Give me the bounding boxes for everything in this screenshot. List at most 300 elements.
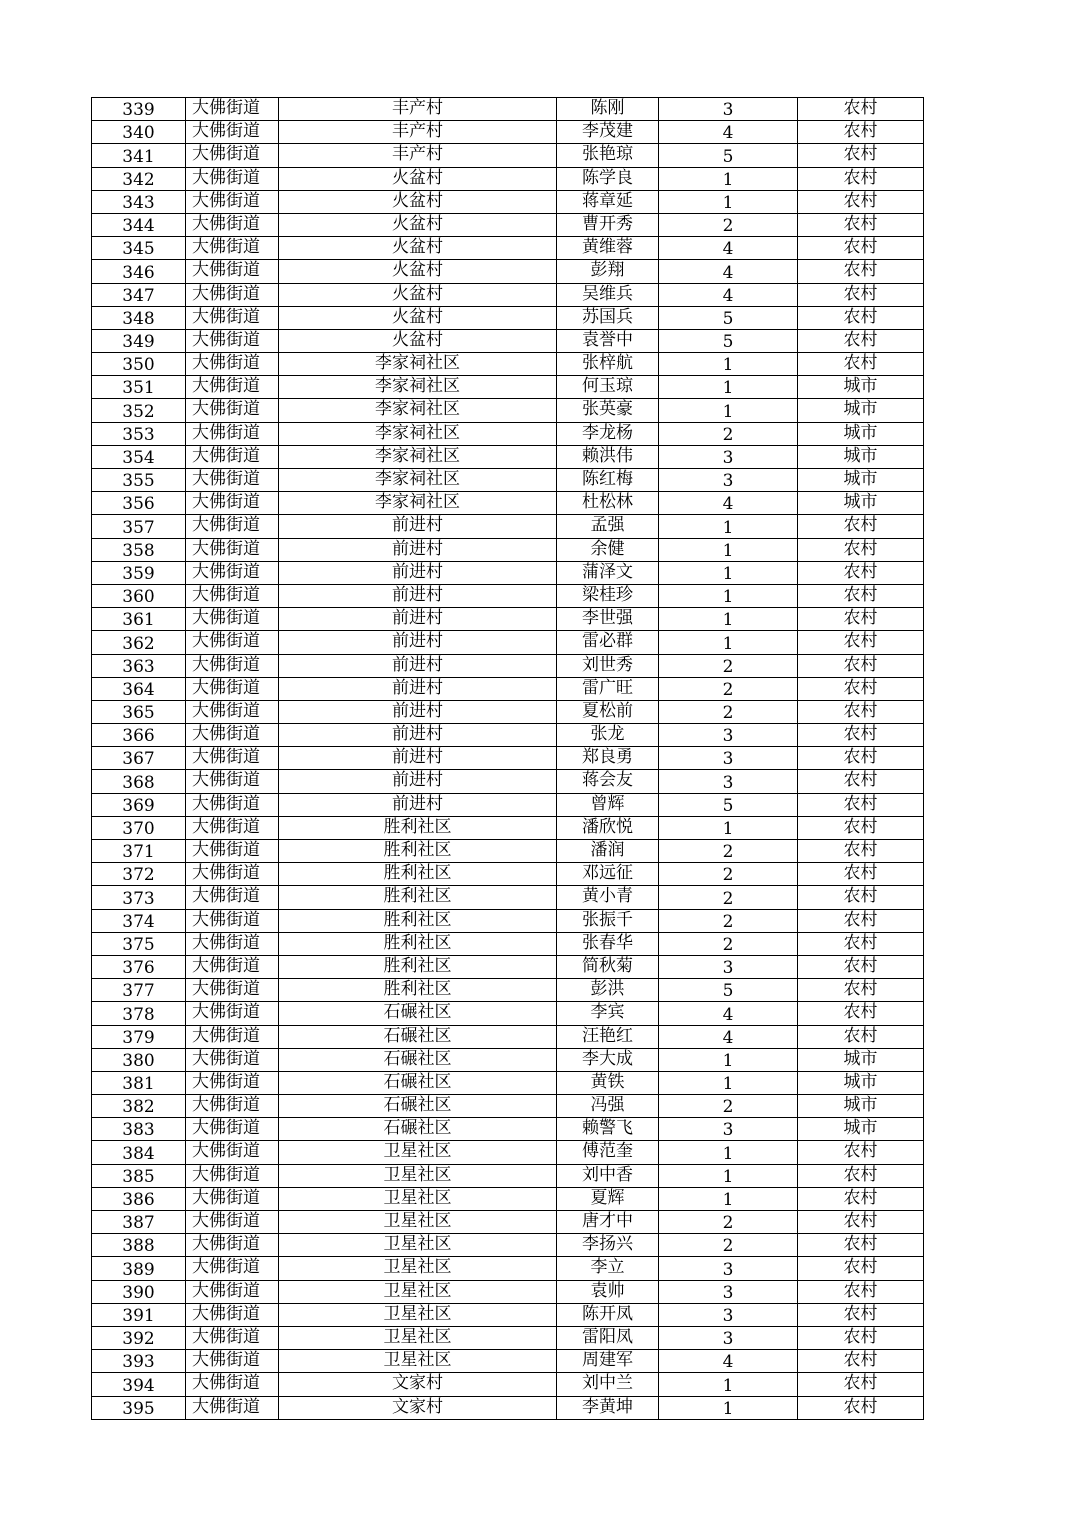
village-cell: 卫星社区	[279, 1350, 557, 1373]
village-cell: 卫星社区	[279, 1164, 557, 1187]
person-name-cell: 刘世秀	[557, 654, 659, 677]
table-row	[92, 469, 924, 492]
street-cell: 大佛街道	[186, 863, 279, 886]
area-type-cell: 农村	[798, 1025, 924, 1048]
person-name-cell: 陈开凤	[557, 1303, 659, 1326]
count-cell: 2	[659, 422, 798, 445]
person-name-cell: 袁帅	[557, 1280, 659, 1303]
table-row	[92, 1025, 924, 1048]
row-number-cell: 357	[92, 515, 186, 538]
table-row	[92, 1373, 924, 1396]
count-cell: 1	[659, 561, 798, 584]
count-cell: 1	[659, 584, 798, 607]
count-cell: 2	[659, 1234, 798, 1257]
row-number-cell: 379	[92, 1025, 186, 1048]
count-cell: 1	[659, 631, 798, 654]
row-number-cell: 363	[92, 654, 186, 677]
village-cell: 卫星社区	[279, 1303, 557, 1326]
row-number-cell: 389	[92, 1257, 186, 1280]
table-row	[92, 1002, 924, 1025]
village-cell: 前进村	[279, 677, 557, 700]
row-number-cell: 380	[92, 1048, 186, 1071]
area-type-cell: 农村	[798, 98, 924, 121]
count-cell: 5	[659, 793, 798, 816]
street-cell: 大佛街道	[186, 144, 279, 167]
person-name-cell: 陈红梅	[557, 469, 659, 492]
row-number-cell: 358	[92, 538, 186, 561]
table-row	[92, 932, 924, 955]
street-cell: 大佛街道	[186, 631, 279, 654]
village-cell: 石碾社区	[279, 1002, 557, 1025]
table-row	[92, 654, 924, 677]
count-cell: 1	[659, 515, 798, 538]
street-cell: 大佛街道	[186, 608, 279, 631]
count-cell: 1	[659, 538, 798, 561]
count-cell: 2	[659, 677, 798, 700]
table-row	[92, 515, 924, 538]
count-cell: 1	[659, 1396, 798, 1419]
person-name-cell: 赖警飞	[557, 1118, 659, 1141]
count-cell: 5	[659, 979, 798, 1002]
area-type-cell: 农村	[798, 1326, 924, 1349]
area-type-cell: 农村	[798, 932, 924, 955]
area-type-cell: 城市	[798, 469, 924, 492]
area-type-cell: 农村	[798, 724, 924, 747]
person-name-cell: 张振千	[557, 909, 659, 932]
village-cell: 前进村	[279, 538, 557, 561]
area-type-cell: 城市	[798, 445, 924, 468]
table-row	[92, 98, 924, 121]
row-number-cell: 365	[92, 700, 186, 723]
person-name-cell: 曹开秀	[557, 213, 659, 236]
row-number-cell: 394	[92, 1373, 186, 1396]
row-number-cell: 375	[92, 932, 186, 955]
village-cell: 火盆村	[279, 237, 557, 260]
village-cell: 丰产村	[279, 121, 557, 144]
person-name-cell: 蒋章延	[557, 190, 659, 213]
area-type-cell: 城市	[798, 399, 924, 422]
table-row	[92, 1326, 924, 1349]
person-name-cell: 傅范奎	[557, 1141, 659, 1164]
count-cell: 1	[659, 376, 798, 399]
street-cell: 大佛街道	[186, 98, 279, 121]
count-cell: 3	[659, 1303, 798, 1326]
table-row	[92, 979, 924, 1002]
village-cell: 卫星社区	[279, 1141, 557, 1164]
table-row	[92, 700, 924, 723]
area-type-cell: 农村	[798, 190, 924, 213]
street-cell: 大佛街道	[186, 190, 279, 213]
count-cell: 1	[659, 1071, 798, 1094]
area-type-cell: 城市	[798, 1118, 924, 1141]
count-cell: 3	[659, 469, 798, 492]
row-number-cell: 345	[92, 237, 186, 260]
row-number-cell: 354	[92, 445, 186, 468]
area-type-cell: 农村	[798, 1350, 924, 1373]
street-cell: 大佛街道	[186, 1002, 279, 1025]
table-row	[92, 167, 924, 190]
count-cell: 1	[659, 1373, 798, 1396]
street-cell: 大佛街道	[186, 469, 279, 492]
village-cell: 胜利社区	[279, 955, 557, 978]
person-name-cell: 夏辉	[557, 1187, 659, 1210]
street-cell: 大佛街道	[186, 677, 279, 700]
area-type-cell: 农村	[798, 329, 924, 352]
area-type-cell: 农村	[798, 909, 924, 932]
person-name-cell: 张春华	[557, 932, 659, 955]
village-cell: 丰产村	[279, 98, 557, 121]
table-row	[92, 863, 924, 886]
area-type-cell: 农村	[798, 353, 924, 376]
street-cell: 大佛街道	[186, 793, 279, 816]
count-cell: 3	[659, 445, 798, 468]
area-type-cell: 农村	[798, 747, 924, 770]
person-name-cell: 汪艳红	[557, 1025, 659, 1048]
table-row	[92, 1141, 924, 1164]
area-type-cell: 农村	[798, 283, 924, 306]
street-cell: 大佛街道	[186, 909, 279, 932]
area-type-cell: 农村	[798, 538, 924, 561]
row-number-cell: 355	[92, 469, 186, 492]
count-cell: 4	[659, 1002, 798, 1025]
area-type-cell: 城市	[798, 422, 924, 445]
person-name-cell: 余健	[557, 538, 659, 561]
area-type-cell: 农村	[798, 561, 924, 584]
village-cell: 石碾社区	[279, 1071, 557, 1094]
area-type-cell: 农村	[798, 1280, 924, 1303]
person-name-cell: 梁桂珍	[557, 584, 659, 607]
person-name-cell: 袁誉中	[557, 329, 659, 352]
village-cell: 李家祠社区	[279, 492, 557, 515]
count-cell: 1	[659, 167, 798, 190]
street-cell: 大佛街道	[186, 1211, 279, 1234]
count-cell: 2	[659, 863, 798, 886]
village-cell: 前进村	[279, 770, 557, 793]
street-cell: 大佛街道	[186, 955, 279, 978]
area-type-cell: 农村	[798, 1303, 924, 1326]
area-type-cell: 城市	[798, 1095, 924, 1118]
person-name-cell: 简秋菊	[557, 955, 659, 978]
row-number-cell: 390	[92, 1280, 186, 1303]
village-cell: 胜利社区	[279, 979, 557, 1002]
street-cell: 大佛街道	[186, 840, 279, 863]
village-cell: 前进村	[279, 515, 557, 538]
table-row	[92, 329, 924, 352]
village-cell: 火盆村	[279, 167, 557, 190]
table-row	[92, 213, 924, 236]
count-cell: 2	[659, 1095, 798, 1118]
count-cell: 3	[659, 1257, 798, 1280]
village-cell: 卫星社区	[279, 1326, 557, 1349]
person-name-cell: 黄维蓉	[557, 237, 659, 260]
row-number-cell: 359	[92, 561, 186, 584]
row-number-cell: 352	[92, 399, 186, 422]
village-cell: 前进村	[279, 700, 557, 723]
area-type-cell: 农村	[798, 608, 924, 631]
row-number-cell: 378	[92, 1002, 186, 1025]
person-name-cell: 黄铁	[557, 1071, 659, 1094]
person-name-cell: 李茂建	[557, 121, 659, 144]
street-cell: 大佛街道	[186, 329, 279, 352]
area-type-cell: 农村	[798, 886, 924, 909]
person-name-cell: 杜松林	[557, 492, 659, 515]
area-type-cell: 农村	[798, 631, 924, 654]
person-name-cell: 赖洪伟	[557, 445, 659, 468]
count-cell: 2	[659, 213, 798, 236]
village-cell: 前进村	[279, 631, 557, 654]
table-row	[92, 1071, 924, 1094]
row-number-cell: 339	[92, 98, 186, 121]
person-name-cell: 张龙	[557, 724, 659, 747]
street-cell: 大佛街道	[186, 816, 279, 839]
street-cell: 大佛街道	[186, 747, 279, 770]
row-number-cell: 383	[92, 1118, 186, 1141]
village-cell: 卫星社区	[279, 1211, 557, 1234]
area-type-cell: 农村	[798, 167, 924, 190]
village-cell: 石碾社区	[279, 1048, 557, 1071]
village-cell: 文家村	[279, 1396, 557, 1419]
row-number-cell: 393	[92, 1350, 186, 1373]
row-number-cell: 342	[92, 167, 186, 190]
village-cell: 火盆村	[279, 213, 557, 236]
area-type-cell: 农村	[798, 863, 924, 886]
street-cell: 大佛街道	[186, 538, 279, 561]
table-row	[92, 1234, 924, 1257]
street-cell: 大佛街道	[186, 700, 279, 723]
table-row	[92, 1095, 924, 1118]
street-cell: 大佛街道	[186, 422, 279, 445]
village-cell: 李家祠社区	[279, 422, 557, 445]
row-number-cell: 367	[92, 747, 186, 770]
table-row	[92, 399, 924, 422]
village-cell: 石碾社区	[279, 1025, 557, 1048]
person-name-cell: 李黄坤	[557, 1396, 659, 1419]
area-type-cell: 农村	[798, 979, 924, 1002]
village-cell: 前进村	[279, 561, 557, 584]
area-type-cell: 农村	[798, 306, 924, 329]
table-row	[92, 886, 924, 909]
area-type-cell: 农村	[798, 144, 924, 167]
row-number-cell: 384	[92, 1141, 186, 1164]
area-type-cell: 农村	[798, 1211, 924, 1234]
row-number-cell: 346	[92, 260, 186, 283]
table-row	[92, 724, 924, 747]
street-cell: 大佛街道	[186, 584, 279, 607]
village-cell: 卫星社区	[279, 1257, 557, 1280]
row-number-cell: 349	[92, 329, 186, 352]
count-cell: 4	[659, 1350, 798, 1373]
village-cell: 前进村	[279, 793, 557, 816]
person-name-cell: 邓远征	[557, 863, 659, 886]
row-number-cell: 351	[92, 376, 186, 399]
count-cell: 2	[659, 654, 798, 677]
count-cell: 4	[659, 1025, 798, 1048]
person-name-cell: 雷阳凤	[557, 1326, 659, 1349]
table-row	[92, 1164, 924, 1187]
row-number-cell: 361	[92, 608, 186, 631]
row-number-cell: 369	[92, 793, 186, 816]
row-number-cell: 382	[92, 1095, 186, 1118]
village-cell: 胜利社区	[279, 816, 557, 839]
person-name-cell: 李扬兴	[557, 1234, 659, 1257]
table-row	[92, 492, 924, 515]
area-type-cell: 农村	[798, 1187, 924, 1210]
village-cell: 李家祠社区	[279, 399, 557, 422]
table-row	[92, 1280, 924, 1303]
count-cell: 2	[659, 700, 798, 723]
row-number-cell: 371	[92, 840, 186, 863]
street-cell: 大佛街道	[186, 932, 279, 955]
street-cell: 大佛街道	[186, 770, 279, 793]
table-row	[92, 1211, 924, 1234]
table-row	[92, 631, 924, 654]
person-name-cell: 雷必群	[557, 631, 659, 654]
row-number-cell: 350	[92, 353, 186, 376]
area-type-cell: 农村	[798, 237, 924, 260]
table-row	[92, 955, 924, 978]
person-name-cell: 李大成	[557, 1048, 659, 1071]
village-cell: 文家村	[279, 1373, 557, 1396]
area-type-cell: 农村	[798, 515, 924, 538]
table-row	[92, 1187, 924, 1210]
table-row	[92, 283, 924, 306]
person-name-cell: 李立	[557, 1257, 659, 1280]
street-cell: 大佛街道	[186, 724, 279, 747]
person-name-cell: 雷广旺	[557, 677, 659, 700]
village-cell: 石碾社区	[279, 1095, 557, 1118]
person-name-cell: 蒲泽文	[557, 561, 659, 584]
count-cell: 1	[659, 399, 798, 422]
count-cell: 2	[659, 886, 798, 909]
street-cell: 大佛街道	[186, 121, 279, 144]
street-cell: 大佛街道	[186, 561, 279, 584]
count-cell: 1	[659, 816, 798, 839]
area-type-cell: 农村	[798, 584, 924, 607]
area-type-cell: 农村	[798, 816, 924, 839]
village-cell: 前进村	[279, 654, 557, 677]
street-cell: 大佛街道	[186, 1095, 279, 1118]
person-name-cell: 冯强	[557, 1095, 659, 1118]
row-number-cell: 340	[92, 121, 186, 144]
person-name-cell: 彭翔	[557, 260, 659, 283]
count-cell: 5	[659, 329, 798, 352]
village-cell: 丰产村	[279, 144, 557, 167]
area-type-cell: 农村	[798, 213, 924, 236]
village-cell: 火盆村	[279, 306, 557, 329]
table-row	[92, 190, 924, 213]
count-cell: 1	[659, 1048, 798, 1071]
village-cell: 李家祠社区	[279, 353, 557, 376]
row-number-cell: 366	[92, 724, 186, 747]
count-cell: 5	[659, 306, 798, 329]
table-row	[92, 770, 924, 793]
row-number-cell: 376	[92, 955, 186, 978]
count-cell: 2	[659, 840, 798, 863]
street-cell: 大佛街道	[186, 1234, 279, 1257]
table-row	[92, 121, 924, 144]
count-cell: 3	[659, 1118, 798, 1141]
table-row	[92, 260, 924, 283]
person-name-cell: 苏国兵	[557, 306, 659, 329]
village-cell: 火盆村	[279, 329, 557, 352]
person-name-cell: 唐才中	[557, 1211, 659, 1234]
count-cell: 4	[659, 492, 798, 515]
person-name-cell: 蒋会友	[557, 770, 659, 793]
street-cell: 大佛街道	[186, 283, 279, 306]
street-cell: 大佛街道	[186, 1118, 279, 1141]
row-number-cell: 392	[92, 1326, 186, 1349]
area-type-cell: 农村	[798, 654, 924, 677]
street-cell: 大佛街道	[186, 1141, 279, 1164]
table-row	[92, 1048, 924, 1071]
table-row	[92, 353, 924, 376]
row-number-cell: 344	[92, 213, 186, 236]
village-cell: 李家祠社区	[279, 445, 557, 468]
area-type-cell: 城市	[798, 1048, 924, 1071]
table-row	[92, 561, 924, 584]
area-type-cell: 农村	[798, 700, 924, 723]
count-cell: 3	[659, 770, 798, 793]
street-cell: 大佛街道	[186, 399, 279, 422]
village-cell: 李家祠社区	[279, 376, 557, 399]
area-type-cell: 农村	[798, 955, 924, 978]
person-name-cell: 李宾	[557, 1002, 659, 1025]
village-cell: 石碾社区	[279, 1118, 557, 1141]
village-cell: 前进村	[279, 584, 557, 607]
person-name-cell: 周建军	[557, 1350, 659, 1373]
row-number-cell: 372	[92, 863, 186, 886]
count-cell: 1	[659, 608, 798, 631]
table-row	[92, 376, 924, 399]
table-row	[92, 909, 924, 932]
village-cell: 火盆村	[279, 283, 557, 306]
street-cell: 大佛街道	[186, 1257, 279, 1280]
street-cell: 大佛街道	[186, 1048, 279, 1071]
table-row	[92, 1350, 924, 1373]
table-row	[92, 747, 924, 770]
table-row	[92, 237, 924, 260]
person-name-cell: 夏松前	[557, 700, 659, 723]
table-row	[92, 1303, 924, 1326]
area-type-cell: 农村	[798, 1234, 924, 1257]
row-number-cell: 391	[92, 1303, 186, 1326]
area-type-cell: 农村	[798, 1257, 924, 1280]
village-cell: 火盆村	[279, 260, 557, 283]
person-name-cell: 陈学良	[557, 167, 659, 190]
person-name-cell: 黄小青	[557, 886, 659, 909]
person-name-cell: 张艳琼	[557, 144, 659, 167]
count-cell: 3	[659, 747, 798, 770]
street-cell: 大佛街道	[186, 654, 279, 677]
row-number-cell: 387	[92, 1211, 186, 1234]
roster-table	[91, 97, 924, 1420]
row-number-cell: 370	[92, 816, 186, 839]
table-row	[92, 584, 924, 607]
table-row	[92, 538, 924, 561]
street-cell: 大佛街道	[186, 260, 279, 283]
person-name-cell: 李世强	[557, 608, 659, 631]
row-number-cell: 377	[92, 979, 186, 1002]
area-type-cell: 农村	[798, 1141, 924, 1164]
area-type-cell: 城市	[798, 376, 924, 399]
area-type-cell: 农村	[798, 793, 924, 816]
table-row	[92, 840, 924, 863]
count-cell: 3	[659, 98, 798, 121]
village-cell: 胜利社区	[279, 932, 557, 955]
count-cell: 4	[659, 237, 798, 260]
count-cell: 1	[659, 190, 798, 213]
person-name-cell: 张英豪	[557, 399, 659, 422]
